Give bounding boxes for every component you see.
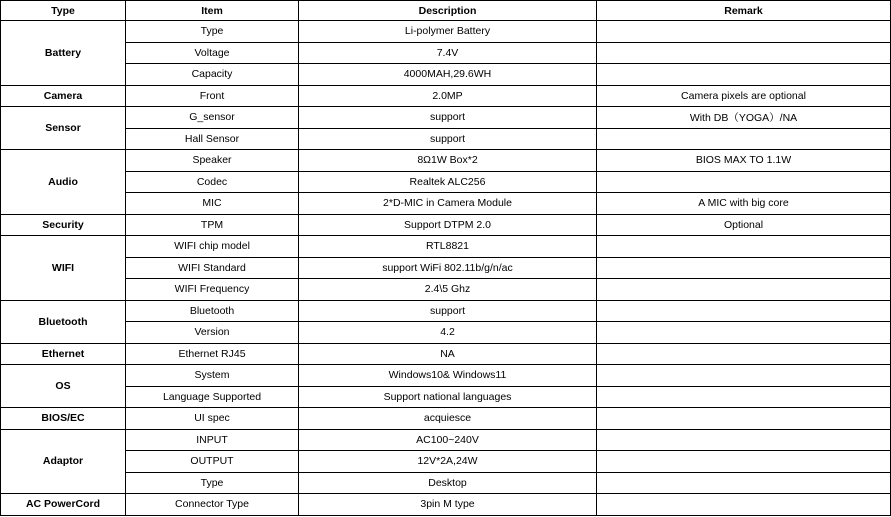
table-row: [1, 64, 891, 86]
table-row: [1, 21, 891, 43]
item-cell: Connector Type: [126, 494, 299, 516]
description-cell: support: [299, 107, 597, 129]
description-cell: support: [299, 128, 597, 150]
category-cell: Bluetooth: [1, 300, 126, 343]
table-row: [1, 494, 891, 516]
table-row: [1, 236, 891, 258]
remark-cell: A MIC with big core: [597, 193, 891, 215]
description-cell: Windows10& Windows11: [299, 365, 597, 387]
description-cell: 12V*2A,24W: [299, 451, 597, 473]
table-row: [1, 429, 891, 451]
table-row: [1, 257, 891, 279]
table-row: [1, 193, 891, 215]
description-cell: 4000MAH,29.6WH: [299, 64, 597, 86]
category-cell: AC PowerCord: [1, 494, 126, 516]
item-cell: Voltage: [126, 42, 299, 64]
table-row: [1, 322, 891, 344]
description-cell: 8Ω1W Box*2: [299, 150, 597, 172]
table-row: [1, 279, 891, 301]
category-cell: Security: [1, 214, 126, 236]
item-cell: Language Supported: [126, 386, 299, 408]
remark-cell: [597, 408, 891, 430]
category-cell: OS: [1, 365, 126, 408]
table-row: [1, 42, 891, 64]
item-cell: OUTPUT: [126, 451, 299, 473]
description-cell: 4.2: [299, 322, 597, 344]
item-cell: System: [126, 365, 299, 387]
item-cell: INPUT: [126, 429, 299, 451]
category-cell: Ethernet: [1, 343, 126, 365]
remark-cell: [597, 257, 891, 279]
item-cell: Type: [126, 472, 299, 494]
table-row: [1, 171, 891, 193]
description-cell: 2.4\5 Ghz: [299, 279, 597, 301]
item-cell: WIFI chip model: [126, 236, 299, 258]
remark-cell: [597, 64, 891, 86]
table-row: [1, 85, 891, 107]
remark-cell: With DB（YOGA）/NA: [597, 107, 891, 129]
item-cell: Bluetooth: [126, 300, 299, 322]
remark-cell: [597, 494, 891, 516]
category-cell: BIOS/EC: [1, 408, 126, 430]
item-cell: TPM: [126, 214, 299, 236]
remark-cell: BIOS MAX TO 1.1W: [597, 150, 891, 172]
description-cell: support: [299, 300, 597, 322]
item-cell: Ethernet RJ45: [126, 343, 299, 365]
header-item: Item: [126, 1, 299, 21]
item-cell: Front: [126, 85, 299, 107]
description-cell: AC100~240V: [299, 429, 597, 451]
header-type: Type: [1, 1, 126, 21]
description-cell: RTL8821: [299, 236, 597, 258]
category-cell: Adaptor: [1, 429, 126, 494]
remark-cell: [597, 21, 891, 43]
description-cell: 7.4V: [299, 42, 597, 64]
table-row: [1, 451, 891, 473]
item-cell: MIC: [126, 193, 299, 215]
table-row: [1, 300, 891, 322]
category-cell: Camera: [1, 85, 126, 107]
table-row: [1, 472, 891, 494]
header-remark: Remark: [597, 1, 891, 21]
item-cell: UI spec: [126, 408, 299, 430]
remark-cell: [597, 128, 891, 150]
item-cell: Type: [126, 21, 299, 43]
description-cell: 3pin M type: [299, 494, 597, 516]
item-cell: Version: [126, 322, 299, 344]
remark-cell: [597, 42, 891, 64]
table-row: [1, 150, 891, 172]
remark-cell: [597, 451, 891, 473]
description-cell: Li-polymer Battery: [299, 21, 597, 43]
remark-cell: [597, 386, 891, 408]
description-cell: acquiesce: [299, 408, 597, 430]
table-row: [1, 128, 891, 150]
item-cell: Codec: [126, 171, 299, 193]
table-row: [1, 214, 891, 236]
description-cell: NA: [299, 343, 597, 365]
description-cell: Support DTPM 2.0: [299, 214, 597, 236]
remark-cell: [597, 322, 891, 344]
remark-cell: [597, 365, 891, 387]
item-cell: WIFI Standard: [126, 257, 299, 279]
item-cell: G_sensor: [126, 107, 299, 129]
category-cell: Sensor: [1, 107, 126, 150]
remark-cell: [597, 429, 891, 451]
item-cell: Speaker: [126, 150, 299, 172]
table-row: [1, 107, 891, 129]
remark-cell: [597, 171, 891, 193]
header-description: Description: [299, 1, 597, 21]
remark-cell: Optional: [597, 214, 891, 236]
table-row: [1, 343, 891, 365]
description-cell: 2*D-MIC in Camera Module: [299, 193, 597, 215]
table-row: [1, 408, 891, 430]
remark-cell: [597, 236, 891, 258]
item-cell: WIFI Frequency: [126, 279, 299, 301]
header-row: [1, 1, 891, 21]
category-cell: Audio: [1, 150, 126, 215]
table-row: [1, 386, 891, 408]
item-cell: Capacity: [126, 64, 299, 86]
remark-cell: [597, 300, 891, 322]
category-cell: WIFI: [1, 236, 126, 301]
remark-cell: [597, 343, 891, 365]
description-cell: 2.0MP: [299, 85, 597, 107]
table-row: [1, 365, 891, 387]
spec-table-body: [1, 21, 891, 516]
category-cell: Battery: [1, 21, 126, 86]
remark-cell: [597, 279, 891, 301]
description-cell: support WiFi 802.11b/g/n/ac: [299, 257, 597, 279]
item-cell: Hall Sensor: [126, 128, 299, 150]
description-cell: Support national languages: [299, 386, 597, 408]
remark-cell: [597, 472, 891, 494]
description-cell: Realtek ALC256: [299, 171, 597, 193]
remark-cell: Camera pixels are optional: [597, 85, 891, 107]
description-cell: Desktop: [299, 472, 597, 494]
